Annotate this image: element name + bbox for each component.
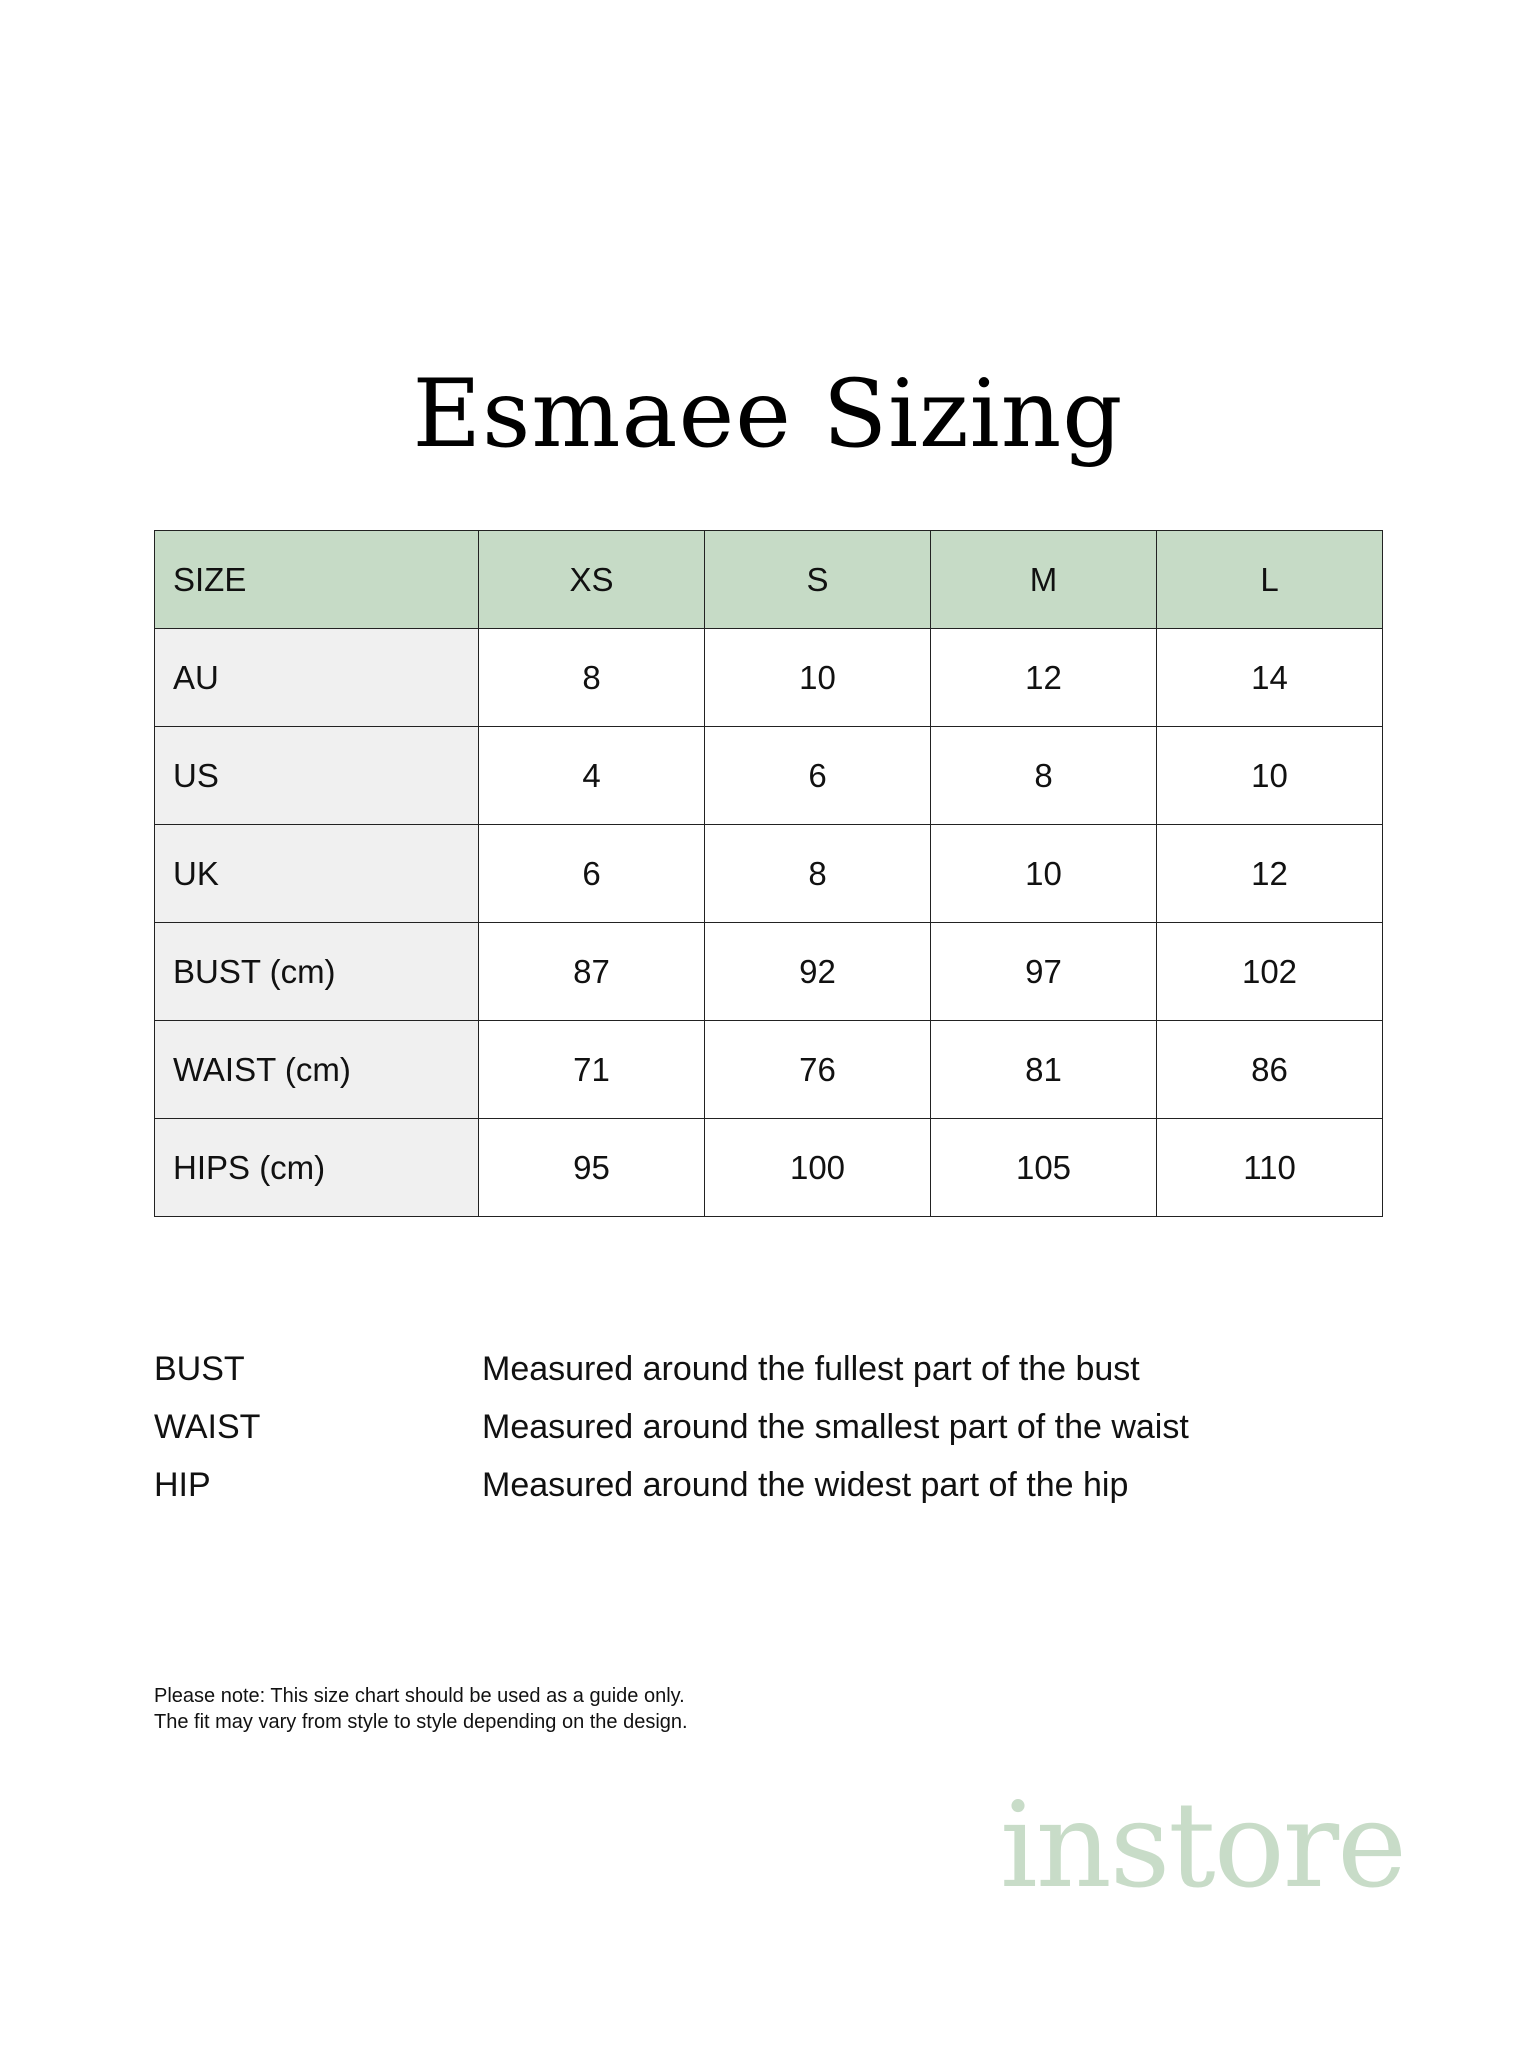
table-cell: 6 [705,727,931,825]
definition-bust [154,1340,1382,1398]
note-line-2: The fit may vary from style to style depending on the design. [154,1711,688,1733]
table-cell: 12 [1157,825,1383,923]
measurement-definitions [154,1340,1382,1514]
header-size-l: L [1157,531,1383,629]
table-cell: 102 [1157,923,1383,1021]
row-label: AU [155,629,479,727]
size-chart-table [154,530,1383,1217]
table-row-bust [155,923,1383,1021]
table-cell: 81 [931,1021,1157,1119]
definition-description: Measured around the fullest part of the bust [482,1349,1140,1388]
header-size-xs: XS [479,531,705,629]
row-label: BUST (cm) [155,923,479,1021]
definition-description: Measured around the widest part of the hip [482,1465,1129,1504]
row-label: WAIST (cm) [155,1021,479,1119]
table-cell: 8 [705,825,931,923]
table-cell: 105 [931,1119,1157,1217]
table-header-row [155,531,1383,629]
definition-term: WAIST [154,1407,261,1446]
instore-logo: instore [1000,1776,1405,1914]
table-row-au [155,629,1383,727]
table-row-uk [155,825,1383,923]
table-cell: 6 [479,825,705,923]
row-label: HIPS (cm) [155,1119,479,1217]
table-cell: 10 [705,629,931,727]
table-cell: 8 [931,727,1157,825]
note-line-1: Please note: This size chart should be used as a guide only. [154,1685,685,1707]
disclaimer-note [154,1683,1054,1735]
table-row-waist [155,1021,1383,1119]
table-cell: 92 [705,923,931,1021]
header-size-s: S [705,531,931,629]
definition-description: Measured around the smallest part of the waist [482,1407,1189,1446]
row-label: US [155,727,479,825]
definition-hip [154,1456,1382,1514]
header-size-m: M [931,531,1157,629]
table-cell: 8 [479,629,705,727]
table-cell: 10 [931,825,1157,923]
table-cell: 10 [1157,727,1383,825]
table-cell: 100 [705,1119,931,1217]
table-cell: 12 [931,629,1157,727]
table-cell: 86 [1157,1021,1383,1119]
header-size-label: SIZE [155,531,479,629]
table-row-hips [155,1119,1383,1217]
table-cell: 110 [1157,1119,1383,1217]
page-title: Esmaee Sizing [412,359,1124,469]
table-cell: 71 [479,1021,705,1119]
table-cell: 97 [931,923,1157,1021]
table-cell: 76 [705,1021,931,1119]
table-cell: 4 [479,727,705,825]
table-row-us [155,727,1383,825]
definition-term: HIP [154,1465,211,1504]
table-cell: 87 [479,923,705,1021]
row-label: UK [155,825,479,923]
definition-waist [154,1398,1382,1456]
table-cell: 95 [479,1119,705,1217]
table-cell: 14 [1157,629,1383,727]
definition-term: BUST [154,1349,245,1388]
